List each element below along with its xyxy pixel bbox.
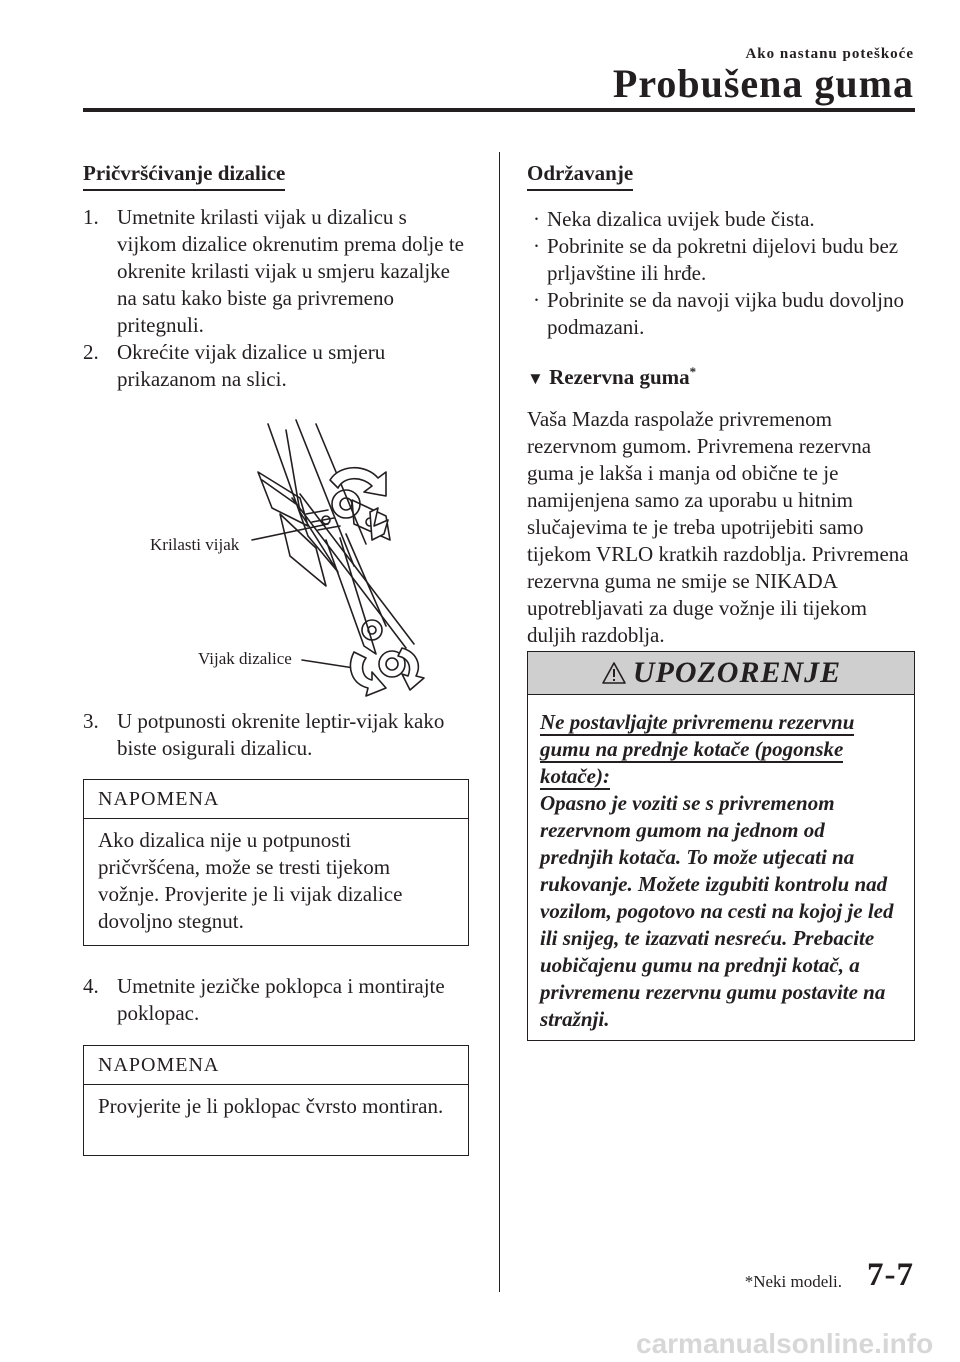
step-3: 3. U potpunosti okrenite leptir-vijak kako biste osigurali dizalicu. — [83, 709, 445, 760]
warning-body — [528, 695, 914, 1047]
left-column — [83, 160, 469, 393]
step-item: 2. Okrećite vijak dizalice u smjeru prikazanom na slici. — [83, 340, 386, 391]
steps-list — [83, 204, 469, 393]
list-item: · Pobrinite se da navoji vijka budu dovoljno podmazani. — [533, 288, 904, 339]
list-item: · Pobrinite se da pokretni dijelovi budu bez prljavštine ili hrđe. — [533, 234, 899, 285]
header-rule — [83, 108, 915, 112]
section-heading-jack-fastening: Pričvršćivanje dizalice — [83, 160, 469, 186]
warning-box — [527, 651, 915, 1041]
note-title: NAPOMENA — [84, 1046, 468, 1085]
step-item: 1. Umetnite krilasti vijak u dizalicu s vijkom dizalice okrenutim prema dolje te okrenite krilasti vijak u smjeru kazaljke na satu kako biste ga privremeno pritegnuli. — [83, 205, 464, 337]
note-text: Ako dizalica nije u potpunosti pričvršćena, može se tresti tijekom vožnje. Provjerite je li vijak dizalice dovoljno stegnut. — [98, 828, 403, 933]
note-box — [83, 779, 469, 946]
jack-illustration — [140, 416, 460, 706]
figure-label-wing-bolt: Krilasti vijak — [150, 535, 240, 554]
warning-header — [528, 652, 914, 695]
maintenance-list — [527, 206, 915, 341]
warning-text: Opasno je voziti se s privremenom rezervnom gumom na jednom od prednjih kotača. To može utjecati na rukovanje. Možete izgubiti kontrolu nad vozilom, pogotovo na cesti na kojoj je led ili snijeg, te izazvati nesreću. Prebacite uobičajenu gumu na prednji kotač, a privremenu rezervnu gumu postavite na stražnji. — [540, 791, 894, 1031]
note-text: Provjerite je li poklopac čvrsto montiran. — [98, 1094, 444, 1118]
section-heading-maintenance: Održavanje — [527, 160, 915, 186]
list-item: · Neka dizalica uvijek bude čista. — [533, 207, 815, 231]
page-number: 7-7 — [867, 1257, 914, 1293]
warning-title: UPOZORENJE — [632, 656, 842, 689]
triangle-marker-icon: ▼ — [527, 369, 544, 388]
figure-label-jack-screw: Vijak dizalice — [198, 649, 292, 668]
step-4: 4. Umetnite jezičke poklopca i montirajte poklopac. — [83, 974, 445, 1025]
note-title: NAPOMENA — [84, 780, 468, 819]
warning-triangle-icon — [601, 661, 627, 685]
jack-figure — [140, 416, 460, 706]
subsection-spare-tire: ▼ Rezervna guma* — [527, 364, 697, 389]
spare-tire-paragraph: Vaša Mazda raspolaže privremenom rezervnom gumom. Privremena rezervna guma je lakša i manja od obične te je namijenjena samo za uporabu u hitnim slučajevima te je treba upotrijebiti samo tijekom VRLO kratkih razdoblja. Privremena rezervna guma ne smije se NIKADA upotrebljavati za duge vožnje ili tijekom duljih razdoblja. — [527, 407, 909, 647]
note-box — [83, 1045, 469, 1156]
section-kicker: Ako nastanu poteškoće — [745, 46, 914, 62]
page-title: Probušena guma — [612, 61, 914, 106]
warning-lead: Ne postavljajte privremenu rezervnu gumu na prednje kotače (pogonske kotače): — [540, 710, 855, 788]
footnote: *Neki modeli. — [744, 1272, 842, 1291]
column-divider — [499, 152, 500, 1292]
right-column — [527, 160, 915, 649]
watermark: carmanualsonline.info — [636, 1328, 934, 1359]
